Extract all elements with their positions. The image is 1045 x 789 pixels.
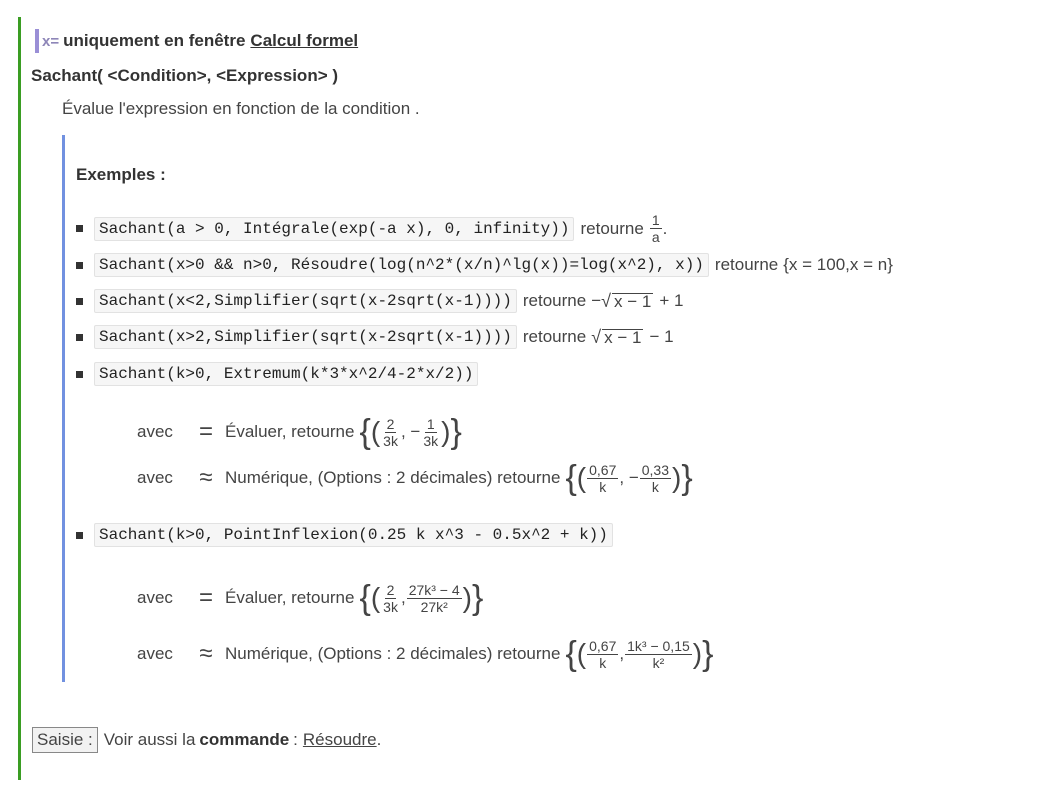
avec-label: avec <box>137 588 173 607</box>
right-paren: ) <box>692 638 703 669</box>
fraction-denominator: 3k <box>423 432 439 449</box>
fraction-numerator: 0,67 <box>589 637 617 654</box>
fraction-denominator: k <box>651 478 659 495</box>
example-row <box>76 325 674 349</box>
fraction-denominator: a <box>651 229 660 245</box>
fraction-numerator: 0,67 <box>589 461 617 478</box>
right-paren: ) <box>441 416 451 447</box>
equals-symbol: = <box>198 584 213 611</box>
left-brace: { <box>359 579 371 617</box>
cas-view-link[interactable]: Calcul formel <box>250 31 359 50</box>
radicand: x − 1 <box>604 327 642 347</box>
approx-symbol: ≈ <box>199 464 213 491</box>
radical-icon: √ <box>601 290 612 311</box>
fraction-numerator: 2 <box>386 581 395 598</box>
resoudre-link[interactable]: Résoudre <box>302 730 377 749</box>
colon: : <box>293 730 298 749</box>
left-paren: ( <box>370 582 381 613</box>
radical-icon: √ <box>591 326 602 347</box>
left-brace: { <box>565 459 577 497</box>
returns-label: retourne <box>580 218 644 238</box>
extremum-exact-result <box>359 415 461 449</box>
right-brace: } <box>472 579 484 617</box>
returns-label: retourne <box>714 255 779 274</box>
radicand: x − 1 <box>614 291 652 311</box>
example-result <box>591 291 683 312</box>
left-paren: ( <box>576 638 587 669</box>
evaluate-text: Évaluer, retourne <box>225 422 355 441</box>
cas-note-text: uniquement en fenêtre <box>63 31 246 50</box>
footer-line <box>32 727 381 753</box>
example-code: Sachant(x>0 && n>0, Résoudre(log(n^2*(x/n)^lg(x))=log(x^2), x)) <box>94 253 709 277</box>
example-code: Sachant(x>2,Simplifier(sqrt(x-2sqrt(x-1)))) <box>94 325 517 349</box>
right-paren: ) <box>672 462 682 493</box>
result-period: . <box>662 218 668 238</box>
bullet-icon <box>76 298 83 305</box>
command-signature: Sachant( <Condition>, <Expression> ) <box>31 66 339 85</box>
left-paren: ( <box>370 416 381 447</box>
fraction <box>625 639 692 670</box>
example-result: {x = 100,x = n} <box>783 255 893 274</box>
fraction-numerator: 0,33 <box>641 461 669 478</box>
separator: , − <box>400 422 421 441</box>
fraction-denominator: k <box>599 654 607 671</box>
fraction-denominator: k <box>599 478 607 495</box>
cas-only-note <box>35 29 358 53</box>
fraction <box>640 463 671 494</box>
fraction <box>407 583 462 614</box>
footer-period: . <box>376 730 382 749</box>
article-page <box>18 17 1041 780</box>
command-description: Évalue l'expression en fonction de la condition . <box>62 99 420 118</box>
fraction-numerator: 1k³ − 0,15 <box>627 637 690 654</box>
avec-numeric-row <box>137 637 713 671</box>
right-brace: } <box>681 459 693 497</box>
fraction <box>381 583 400 614</box>
evaluate-text: Évaluer, retourne <box>225 588 355 607</box>
right-paren: ) <box>462 582 472 613</box>
right-brace: } <box>702 635 714 673</box>
examples-heading: Exemples : <box>76 165 166 184</box>
numeric-text: Numérique, (Options : 2 décimales) retourne <box>225 644 561 663</box>
example-result <box>591 327 673 348</box>
fraction-denominator: 3k <box>383 432 398 449</box>
see-also-text: Voir aussi la <box>103 730 196 749</box>
fraction <box>587 639 618 670</box>
cas-icon: x= <box>42 32 60 50</box>
example-result <box>649 213 668 244</box>
saisie-button[interactable]: Saisie : <box>32 727 98 753</box>
avec-numeric-row <box>137 461 693 495</box>
fraction <box>587 463 618 494</box>
equals-symbol: = <box>198 418 213 445</box>
example-code: Sachant(a > 0, Intégrale(exp(-a x), 0, infinity)) <box>94 217 574 241</box>
example-code: Sachant(k>0, PointInflexion(0.25 k x^3 - 0.5x^2 + k)) <box>94 523 613 547</box>
avec-label: avec <box>137 468 173 487</box>
cas-marker <box>35 29 39 53</box>
returns-label: retourne <box>522 291 587 310</box>
fraction-numerator: 27k³ − 4 <box>408 581 460 598</box>
square-root <box>601 291 653 312</box>
bullet-icon <box>76 334 83 341</box>
bullet-icon <box>76 262 83 269</box>
fraction <box>381 417 400 448</box>
extremum-numeric-result <box>565 461 692 495</box>
fraction-denominator: 27k² <box>420 598 448 615</box>
fraction <box>421 417 440 448</box>
separator: , <box>619 644 625 663</box>
approx-symbol: ≈ <box>199 640 213 667</box>
example-code: Sachant(x<2,Simplifier(sqrt(x-2sqrt(x-1)))) <box>94 289 517 313</box>
fraction-denominator: 3k <box>383 598 398 615</box>
example-row <box>76 253 893 277</box>
result-tail: + 1 <box>659 291 684 310</box>
bullet-icon <box>76 225 83 232</box>
separator: , − <box>619 468 639 487</box>
fraction <box>650 213 662 244</box>
avec-evaluate-row <box>137 581 483 615</box>
left-brace: { <box>359 413 371 451</box>
inflexion-numeric-result <box>565 637 713 671</box>
fraction-denominator: k² <box>652 654 665 671</box>
example-row <box>76 213 667 244</box>
minus-sign: − <box>591 291 602 310</box>
bullet-icon <box>76 371 83 378</box>
bullet-icon <box>76 532 83 539</box>
avec-label: avec <box>137 422 173 441</box>
examples-block <box>62 135 1045 682</box>
separator: , <box>400 588 406 607</box>
right-brace: } <box>450 413 462 451</box>
avec-evaluate-row <box>137 415 462 449</box>
fraction-numerator: 1 <box>426 415 435 432</box>
result-tail: − 1 <box>649 327 674 346</box>
square-root <box>591 327 643 348</box>
example-code: Sachant(k>0, Extremum(k*3*x^2/4-2*x/2)) <box>94 362 478 386</box>
returns-label: retourne <box>522 327 587 346</box>
fraction-numerator: 2 <box>386 415 395 432</box>
left-brace: { <box>565 635 577 673</box>
inflexion-exact-result <box>359 581 483 615</box>
numeric-text: Numérique, (Options : 2 décimales) retourne <box>225 468 561 487</box>
command-word: commande <box>199 730 290 749</box>
left-paren: ( <box>576 462 587 493</box>
avec-label: avec <box>137 644 173 663</box>
example-row <box>76 362 478 386</box>
fraction-numerator: 1 <box>651 212 660 228</box>
example-row <box>76 289 683 313</box>
example-row <box>76 523 613 547</box>
